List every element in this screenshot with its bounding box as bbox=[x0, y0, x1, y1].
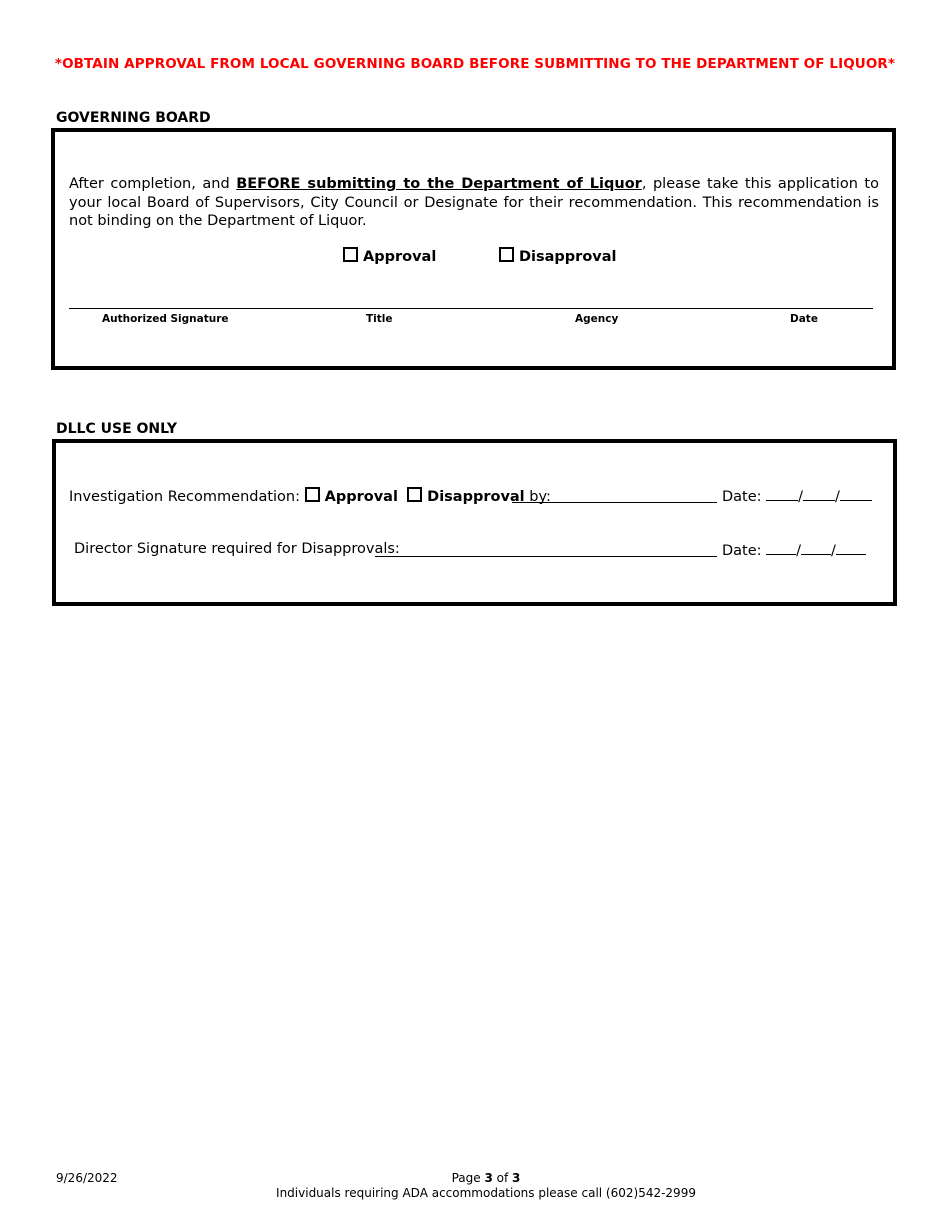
revision-date: 9/26/2022 bbox=[56, 1171, 118, 1185]
director-date-month-blank[interactable] bbox=[766, 541, 796, 555]
approval-checkbox[interactable] bbox=[343, 247, 358, 262]
director-signature-label: Director Signature required for Disapprovals: bbox=[74, 541, 400, 557]
dllc-title: DLLC USE ONLY bbox=[56, 421, 177, 437]
investigation-by-field[interactable] bbox=[512, 502, 717, 503]
date-label: Date bbox=[790, 313, 818, 325]
dllc-box bbox=[54, 441, 895, 604]
disapproval-checkbox[interactable] bbox=[499, 247, 514, 262]
approval-checkbox-option[interactable]: Approval bbox=[343, 247, 436, 265]
date-month-blank[interactable] bbox=[766, 487, 798, 501]
director-signature-field[interactable] bbox=[375, 556, 717, 557]
investigation-date-field[interactable]: Date: / / bbox=[722, 487, 872, 505]
title-label: Title bbox=[366, 313, 393, 325]
investigation-approval-checkbox[interactable] bbox=[305, 487, 320, 502]
authorized-signature-label: Authorized Signature bbox=[102, 313, 229, 325]
disapproval-checkbox-option[interactable]: Disapproval bbox=[499, 247, 617, 265]
signature-line[interactable] bbox=[69, 308, 873, 309]
director-date-year-blank[interactable] bbox=[836, 541, 866, 555]
investigation-row: Investigation Recommendation: Approval Disapproval by: bbox=[69, 489, 551, 505]
governing-board-title: GOVERNING BOARD bbox=[56, 110, 211, 126]
director-date-field[interactable]: Date: / / bbox=[722, 541, 866, 559]
agency-label: Agency bbox=[575, 313, 619, 325]
investigation-disapproval-checkbox[interactable] bbox=[407, 487, 422, 502]
governing-board-box bbox=[53, 130, 894, 368]
page-number: Page 3 of 3 bbox=[451, 1171, 521, 1185]
ada-notice: Individuals requiring ADA accommodations please call (602)542-2999 bbox=[276, 1186, 696, 1200]
governing-board-instructions: After completion, and BEFORE submitting to the Department of Liquor, please take this application to your local Board of Supervisors, City Council or Designate for their recommendation. This recommendation is not binding on the Department of Liquor. bbox=[69, 176, 879, 229]
approval-notice: *OBTAIN APPROVAL FROM LOCAL GOVERNING BOARD BEFORE SUBMITTING TO THE DEPARTMENT OF LIQUOR* bbox=[54, 56, 896, 72]
date-year-blank[interactable] bbox=[840, 487, 872, 501]
date-day-blank[interactable] bbox=[803, 487, 835, 501]
director-date-day-blank[interactable] bbox=[801, 541, 831, 555]
